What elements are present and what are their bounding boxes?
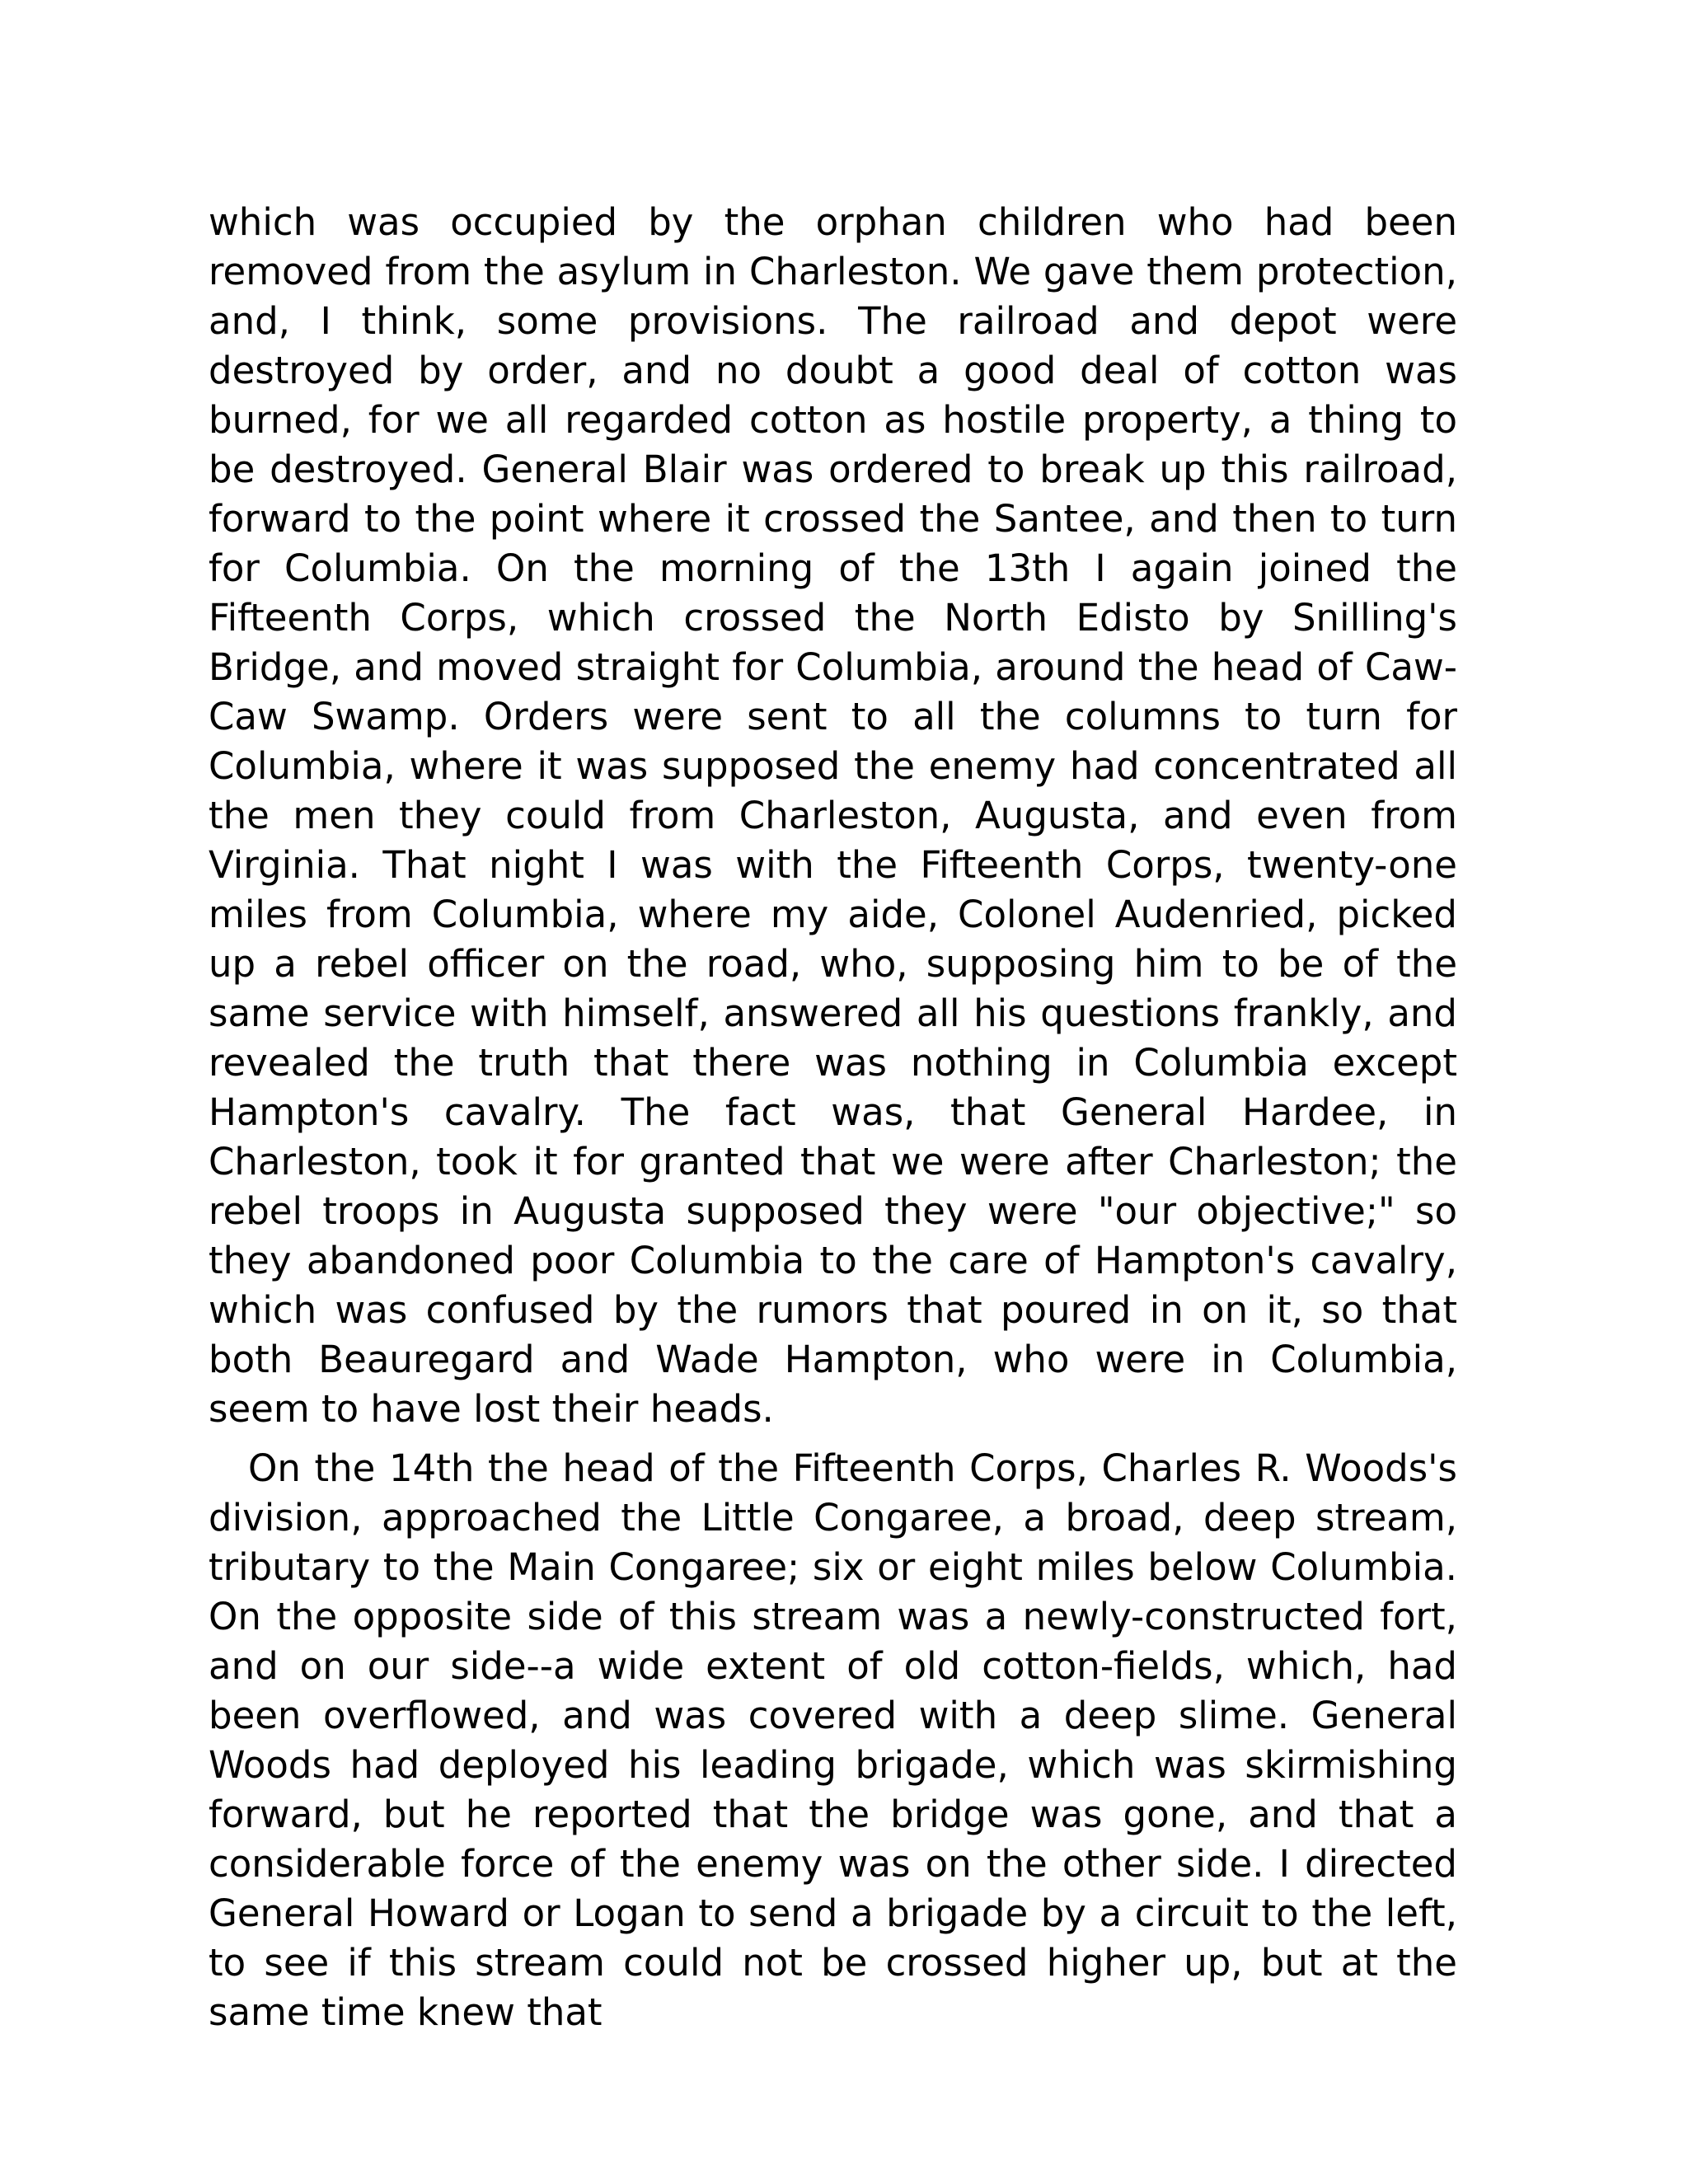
paragraph-2: On the 14th the head of the Fifteenth Corps, Charles R. Woods's division, approached the Little Congaree, a broad, deep stream, tributary to the Main Congaree; six or eight miles below Columbia. On the opposite side of this stream was a newly-constructed fort, and on our side--a wide extent of old cotton-fields, which, had been overflowed, and was covered with a deep slime. General Woods had deployed his leading brigade, which was skirmishing forward, but he reported that the bridge was gone, and that a considerable force of the enemy was on the other side. I directed General Howard or Logan to send a brigade by a circuit to the left, to see if this stream could not be crossed higher up, but at the same time knew that [209,1446,1457,2034]
paragraph-1: which was occupied by the orphan children who had been removed from the asylum in Charleston. We gave them protection, and, I think, some provisions. The railroad and depot were destroyed by order, and no doubt a good deal of cotton was burned, for we all regarded cotton as hostile property, a thing to be destroyed. General Blair was ordered to break up this railroad, forward to the point where it crossed the Santee, and then to turn for Columbia. On the morning of the 13th I again joined the Fifteenth Corps, which crossed the North Edisto by Snilling's Bridge, and moved straight for Columbia, around the head of Caw-Caw Swamp. Orders were sent to all the columns to turn for Columbia, where it was supposed the enemy had concentrated all the men they could from Charleston, Augusta, and even from Virginia. That night I was with the Fifteenth Corps, twenty-one miles from Columbia, where my aide, Colonel Audenried, picked up a rebel officer on the road, who, supposing him to be of the same service with himself, answered all his questions frankly, and revealed the truth that there was nothing in Columbia except Hampton's cavalry. The fact was, that General Hardee, in Charleston, took it for granted that we were after Charleston; the rebel troops in Augusta supposed they were "our objective;" so they abandoned poor Columbia to the care of Hampton's cavalry, which was confused by the rumors that poured in on it, so that both Beauregard and Wade Hampton, who were in Columbia, seem to have lost their heads. [209,200,1457,1431]
body-text [209,198,1457,2037]
